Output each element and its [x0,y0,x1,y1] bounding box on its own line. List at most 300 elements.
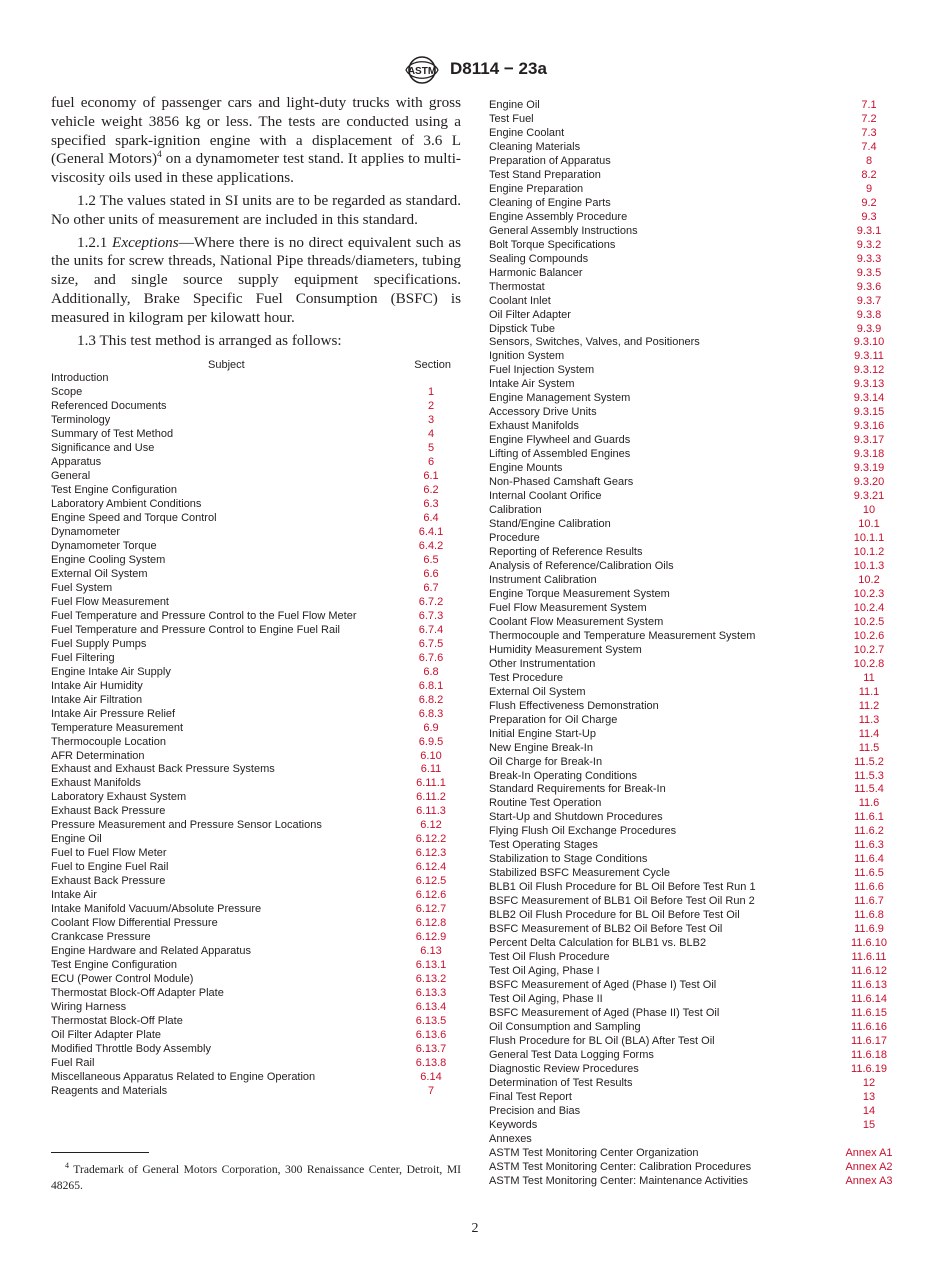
toc-entry-label: Intake Air Humidity [51,679,143,692]
toc-entry-label: Calibration [489,504,542,517]
astm-logo-icon [403,55,441,85]
footnote-text: Trademark of General Motors Corporation, 300 Renaissance Center, Detroit, MI 48265. [51,1163,461,1192]
toc-entry [489,504,899,518]
toc-section-link[interactable]: 11.6 [858,797,880,810]
toc-entry [489,1133,899,1147]
toc-entry [51,610,461,624]
toc-entry [51,470,461,484]
toc-entry [51,1057,461,1071]
toc-entry [489,1175,899,1189]
toc-section-link[interactable]: 11.6.18 [851,1048,887,1061]
toc-section-link[interactable]: 6.3 [423,498,439,511]
toc-entry [489,895,899,909]
toc-entry-label: Test Fuel [489,112,534,125]
toc-section-link[interactable]: 11.6.16 [851,1020,887,1033]
toc-section-link[interactable]: 6.9.5 [418,735,444,748]
toc-entry-label: Fuel Filtering [51,651,115,664]
toc-entry-label: Oil Filter Adapter Plate [51,1028,162,1041]
toc-section-link[interactable]: Annex A2 [845,1160,893,1173]
toc-entry-label: Other Instrumentation [489,657,596,670]
toc-subject-header: Subject [208,359,245,372]
toc-entry [489,1105,899,1119]
toc-section-link[interactable]: 6.4 [423,512,439,525]
toc-section-link[interactable]: 6.13.2 [415,973,447,986]
toc-section-link[interactable]: 6.12.2 [415,833,447,846]
toc-entry-label: Scope [51,386,83,399]
toc-section-link[interactable]: 9.3.3 [856,252,882,265]
toc-section-link[interactable]: 12 [862,1076,876,1089]
toc-section-link[interactable]: 6.7.2 [418,595,444,608]
toc-section-link[interactable]: 6.8.1 [418,679,444,692]
toc-entry [489,1161,899,1175]
toc-section-link[interactable]: 11.5.4 [854,783,884,796]
toc-section-link[interactable]: 9.3.2 [856,238,882,251]
toc-section-link[interactable]: 6.14 [420,1070,442,1083]
toc-entry-label: Bolt Torque Specifications [489,238,616,251]
toc-entry-label: Wiring Harness [51,1000,127,1013]
toc-entry [51,680,461,694]
toc-section-link[interactable]: 9.3.17 [853,434,885,447]
toc-section-link[interactable]: 11.6.4 [854,853,884,866]
toc-entry-label: Non-Phased Camshaft Gears [489,476,634,489]
toc-entry [51,1043,461,1057]
toc-entry-label: Stand/Engine Calibration [489,518,611,531]
toc-entry [489,728,899,742]
toc-entry-label: General [51,470,91,483]
toc-section-link[interactable]: 9.3.19 [853,462,885,475]
toc-section-link[interactable]: 11.6.8 [854,909,884,922]
toc-entry-label: BSFC Measurement of BLB2 Oil Before Test Oil [489,923,723,936]
toc-entry [489,1077,899,1091]
toc-entry-label: Analysis of Reference/Calibration Oils [489,559,674,572]
toc-section-link[interactable]: 11.6.19 [851,1062,887,1075]
toc-section-link[interactable]: 6.10 [420,749,442,762]
toc-section-link[interactable]: 6.13.1 [415,959,447,972]
toc-entry-label: Fuel Rail [51,1056,95,1069]
toc-section-link[interactable]: Annex A3 [845,1174,893,1187]
toc-entry-label: Coolant Inlet [489,294,551,307]
toc-entry [51,624,461,638]
toc-entry [489,476,899,490]
toc-section-link[interactable]: 11.6.2 [854,825,884,838]
scope-paragraph-continuation: fuel economy of passenger cars and light-duty trucks with gross vehicle weight 3856 kg or less. The tests are conducted using a specified spark-ignition engine with a displacement of 3.6 L (General Motors)$^4$ on a dynamometer test stand. It applies to multi-viscosity oils used in these applications. [51,94,461,187]
toc-section-link[interactable]: 7.1 [861,99,877,111]
toc-section-link[interactable]: 10.1.2 [853,546,885,558]
toc-entry-label: Flush Effectiveness Demonstration [489,699,659,712]
toc-entry-label: Coolant Flow Differential Pressure [51,917,218,930]
toc-entry [489,881,899,895]
toc-section-link[interactable]: 10.1.3 [853,559,885,572]
toc-section-link[interactable]: 6.7.4 [418,623,444,636]
toc-entry [51,763,461,777]
toc-section-link[interactable]: 6.1 [423,470,439,483]
toc-entry [489,1147,899,1161]
toc-entry-label: Exhaust Back Pressure [51,875,166,888]
toc-section-link[interactable]: 10.1.1 [853,532,885,545]
toc-entry-label: Engine Hardware and Related Apparatus [51,945,251,958]
toc-section-link[interactable]: 11.6.12 [851,965,887,978]
toc-entry [489,909,899,923]
toc-entry-label: New Engine Break-In [489,741,593,754]
toc-entry-label: Preparation for Oil Charge [489,713,618,726]
toc-entry-label: Terminology [51,414,111,427]
toc-entry [51,1085,461,1099]
toc-entry-label: Final Test Report [489,1090,572,1103]
toc-entry-label: Engine Cooling System [51,553,166,566]
toc-entry-label: Engine Assembly Procedure [489,210,628,223]
toc-section-link[interactable]: 9.3 [861,210,877,223]
toc-section-link[interactable]: 6.13.5 [415,1014,447,1027]
toc-entry [489,406,899,420]
toc-entry-label: Diagnostic Review Procedures [489,1062,639,1075]
toc-section-link[interactable]: 7.2 [861,112,877,125]
toc-entry [489,756,899,770]
toc-entry [489,923,899,937]
toc-entry-label: External Oil System [489,685,586,698]
toc-entry [489,811,899,825]
toc-section-link[interactable]: 5 [427,442,435,455]
toc-entry-label: Ignition System [489,350,565,363]
toc-section-link[interactable]: 6.13.6 [415,1028,447,1041]
toc-entry [51,512,461,526]
toc-entry-label: Engine Flywheel and Guards [489,434,631,447]
toc-entry [51,722,461,736]
toc-section-link[interactable]: 6.2 [423,484,439,497]
toc-section-link[interactable]: 11.5.3 [854,769,884,782]
toc-section-link[interactable]: 1 [427,386,435,399]
toc-section-link[interactable]: 6.11.3 [416,805,446,818]
toc-entry [489,1035,899,1049]
toc-section-link[interactable]: 11.6.14 [851,993,887,1005]
toc-section-link[interactable]: 9.3.8 [856,308,882,321]
toc-entry [489,825,899,839]
toc-section-link[interactable]: 6.9 [423,721,439,734]
toc-entry-label: Oil Consumption and Sampling [489,1020,641,1033]
toc-section-link[interactable]: 7.3 [861,126,877,139]
toc-section-link[interactable]: 9 [865,182,873,195]
toc-entry-label: Dynamometer [51,526,121,539]
toc-entry [489,281,899,295]
toc-section-link[interactable]: 11.6.13 [851,979,887,992]
toc-entry-label: Exhaust and Exhaust Back Pressure Systems [51,763,275,776]
toc-entry-label: Stabilization to Stage Conditions [489,853,648,866]
toc-entry [489,239,899,253]
toc-entry [51,889,461,903]
toc-entry [489,448,899,462]
toc-section-link[interactable]: 6.13.7 [415,1042,447,1055]
toc-section-link[interactable]: 9.3.12 [853,364,885,377]
toc-section-link[interactable]: 6.11.1 [416,777,446,790]
toc-section-link[interactable]: 10.2.8 [853,657,885,670]
toc-section-link[interactable]: 6.6 [423,567,439,580]
toc-section-link[interactable]: 11.6.3 [854,839,884,852]
toc-entry-label: Internal Coolant Orifice [489,490,602,503]
toc-entry [489,937,899,951]
toc-entry [51,1071,461,1085]
toc-entry [489,853,899,867]
toc-entry-label: Apparatus [51,456,102,469]
toc-section-link[interactable]: 6.4.2 [418,539,444,552]
toc-entry-label: Thermocouple and Temperature Measurement System [489,629,756,642]
toc-entry-label: Engine Coolant [489,126,565,139]
paragraph-1-2: 1.2 The values stated in SI units are to be regarded as standard. No other units of measurement are included in this standard. [51,191,461,228]
toc-section-link[interactable]: 6.7.3 [418,609,444,622]
toc-entry-label: Intake Air System [489,378,575,391]
toc-entry-label: Fuel Temperature and Pressure Control to the Fuel Flow Meter [51,609,357,622]
toc-entry-label: Thermostat Block-Off Plate [51,1014,183,1027]
toc-entry [489,616,899,630]
toc-section-link[interactable]: 6.12.7 [415,903,447,916]
toc-section-link[interactable]: 6.5 [423,553,439,566]
toc-section-link[interactable]: 11.6.1 [854,811,884,824]
toc-section-link[interactable]: 6.12.5 [415,875,447,888]
toc-entry-label: Engine Oil [489,99,540,111]
toc-entry-label: Dynamometer Torque [51,539,157,552]
toc-entry [51,805,461,819]
toc-entry-label: Miscellaneous Apparatus Related to Engine Operation [51,1070,316,1083]
toc-entry-label: ASTM Test Monitoring Center: Maintenance Activities [489,1174,749,1187]
toc-section-link[interactable]: 6.12.4 [415,861,447,874]
toc-entry [51,596,461,610]
toc-entry [489,993,899,1007]
toc-entry [51,917,461,931]
toc-section-link[interactable]: 9.3.11 [854,350,884,363]
toc-section-link[interactable]: 11.6.15 [851,1006,887,1019]
toc-entry-label: Test Engine Configuration [51,484,177,497]
toc-entry-label: Fuel Flow Measurement [51,595,169,608]
toc-entry [489,770,899,784]
toc-entry-label: Laboratory Exhaust System [51,791,187,804]
toc-section-link[interactable]: 11.1 [858,685,880,698]
toc-entry-label: Cleaning Materials [489,140,581,153]
toc-entry [489,127,899,141]
toc-section-link[interactable]: 6 [427,456,435,469]
toc-entry [489,1091,899,1105]
toc-entry [51,666,461,680]
toc-section-link[interactable]: 6.7.6 [418,651,444,664]
toc-entry-label: Annexes [489,1132,532,1145]
toc-entry [489,1119,899,1133]
toc-section-link[interactable]: 10.1 [858,518,880,531]
toc-entry [489,658,899,672]
toc-entry-label: Exhaust Manifolds [489,420,579,433]
toc-section-link[interactable]: 8.2 [861,168,877,181]
toc-section-link[interactable]: 11.2 [858,699,880,712]
toc-entry-label: Fuel to Fuel Flow Meter [51,847,167,860]
toc-section-link[interactable]: 9.3.14 [853,392,885,405]
toc-section-link[interactable]: 6.12.9 [415,931,447,944]
toc-entry-label: External Oil System [51,567,148,580]
toc-entry-label: Break-In Operating Conditions [489,769,637,782]
toc-entry-label: Precision and Bias [489,1104,581,1117]
toc-entry-label: Flying Flush Oil Exchange Procedures [489,825,677,838]
toc-section-link[interactable]: 11.6.9 [854,923,884,936]
toc-entry-label: Accessory Drive Units [489,406,597,419]
toc-section-link[interactable]: 10.2.5 [853,615,885,628]
toc-section-link[interactable]: 10.2.3 [853,587,885,600]
toc-entry [489,574,899,588]
toc-section-link[interactable]: 10.2.4 [853,601,885,614]
toc-entry-label: Laboratory Ambient Conditions [51,498,202,511]
toc-section-link[interactable]: 11.6.10 [851,937,887,950]
toc-section-link[interactable]: 6.11.2 [416,791,446,804]
toc-entry-label: Engine Preparation [489,182,584,195]
toc-entry-label: Determination of Test Results [489,1076,633,1089]
toc-entry [489,183,899,197]
toc-section-link[interactable]: 10.2.7 [853,643,885,656]
paragraph-1-2-1: 1.2.1 Exceptions—Where there is no direct equivalent such as the units for screw threads, National Pipe threads/diameters, tubing size, and single source supply equipment specifications. Additionally, Brake Specific Fuel Consumption (BSFC) is measured in kilogram per kilowatt hour. [51,233,461,326]
toc-section-link[interactable]: 6.7 [423,581,439,594]
toc-entry-label: Standard Requirements for Break-In [489,783,666,796]
toc-section-link[interactable]: 9.3.6 [856,280,882,293]
toc-entry-label: Exhaust Back Pressure [51,805,166,818]
toc-entry [489,378,899,392]
toc-entry [51,498,461,512]
toc-entry-label: Thermocouple Location [51,735,166,748]
toc-section-link[interactable]: 9.2 [861,196,877,209]
toc-entry [51,554,461,568]
toc-section-link[interactable]: 9.3.1 [856,224,882,237]
toc-section-link[interactable]: 11.6.11 [851,951,887,964]
toc-section-link[interactable]: 11.6.17 [851,1034,887,1047]
toc-section-link[interactable]: 9.3.5 [856,266,882,279]
toc-entry-label: Engine Intake Air Supply [51,665,171,678]
toc-section-link[interactable]: 11.5 [858,741,880,754]
astm-logo-text: ASTM [407,66,437,77]
toc-section-link[interactable]: 10.2 [858,573,880,586]
toc-entry [489,783,899,797]
toc-section-link[interactable]: 6.8 [423,665,439,678]
toc-entry-label: Test Engine Configuration [51,959,177,972]
toc-section-link[interactable]: 10.2.6 [853,629,885,642]
toc-entry [489,99,899,113]
toc-entry [489,113,899,127]
toc-entry [51,833,461,847]
toc-entry [489,197,899,211]
toc-section-link[interactable]: 13 [862,1090,876,1103]
toc-entry-label: Referenced Documents [51,400,167,413]
toc-section-link[interactable]: 2 [427,400,435,413]
toc-section-link[interactable]: 9.3.7 [856,294,882,307]
toc-entry-label: Temperature Measurement [51,721,184,734]
toc-section-link[interactable]: 14 [862,1104,876,1117]
toc-entry-label: General Assembly Instructions [489,224,638,237]
toc-entry [489,742,899,756]
toc-section-link[interactable]: 9.3.18 [853,448,885,461]
toc-entry-label: Sealing Compounds [489,252,589,265]
toc-section-link[interactable]: 9.3.16 [853,420,885,433]
toc-entry [51,456,461,470]
toc-section-link[interactable]: Annex A1 [845,1146,893,1159]
toc-entry [51,736,461,750]
toc-section-link[interactable]: 9.3.15 [853,406,885,419]
toc-section-link[interactable]: 6.12.8 [415,917,447,930]
footnote-reference[interactable]: 4 [157,150,162,161]
toc-entry [489,1007,899,1021]
toc-section-link[interactable]: 3 [427,414,435,427]
toc-entry [51,1029,461,1043]
toc-entry-label: Exhaust Manifolds [51,777,141,790]
toc-entry [489,295,899,309]
toc-section-link[interactable]: 9.3.10 [853,336,885,349]
right-column [489,99,899,1189]
toc-entry [51,694,461,708]
toc-section-link[interactable]: 6.11 [420,763,442,776]
toc-section-link[interactable]: 10 [862,504,876,517]
toc-section-link[interactable]: 7.4 [861,140,877,153]
toc-section-link[interactable]: 7 [427,1084,435,1097]
toc-section-link[interactable]: 6.13.8 [415,1056,447,1069]
toc-entry [51,973,461,987]
left-column [51,94,461,1099]
toc-section-link[interactable]: 6.13.4 [415,1000,447,1013]
toc-entry-label: Instrument Calibration [489,573,597,586]
toc-section-link[interactable]: 9.3.13 [853,378,885,391]
toc-entry [489,518,899,532]
toc-section-link[interactable]: 9.3.21 [853,490,885,503]
toc-entry-label: Intake Manifold Vacuum/Absolute Pressure [51,903,262,916]
toc-section-link[interactable]: 6.13.3 [415,986,447,999]
toc-entry-label: Fuel Temperature and Pressure Control to Engine Fuel Rail [51,623,341,636]
toc-section-link[interactable]: 4 [427,428,435,441]
toc-entry-label: Test Oil Aging, Phase I [489,965,600,978]
toc-entry-label: Test Stand Preparation [489,168,601,181]
toc-section-link[interactable]: 11 [863,671,875,684]
toc-entry-label: Oil Charge for Break-In [489,755,603,768]
toc-section-link[interactable]: 6.7.5 [418,637,444,650]
toc-section-link[interactable]: 9.3.9 [856,322,882,335]
toc-entry [51,638,461,652]
toc-section-link[interactable]: 11.6.7 [854,895,884,908]
toc-entry [489,253,899,267]
page-header [0,55,950,87]
toc-entry [489,588,899,602]
toc-entry-label: BLB1 Oil Flush Procedure for BL Oil Before Test Run 1 [489,881,756,894]
toc-section-link[interactable]: 6.8.2 [418,693,444,706]
toc-entry [489,350,899,364]
toc-entry-label: Initial Engine Start-Up [489,727,596,740]
toc-entry-label: BSFC Measurement of Aged (Phase I) Test Oil [489,979,717,992]
toc-entry [51,708,461,722]
toc-entry-label: Modified Throttle Body Assembly [51,1042,211,1055]
toc-entry [51,414,461,428]
toc-section-link[interactable]: 9.3.20 [853,476,885,489]
footnote [51,1162,461,1194]
toc-section-link[interactable]: 15 [862,1118,876,1131]
toc-section-link[interactable]: 6.13 [420,945,442,958]
toc-section-link[interactable]: 11.3 [858,713,880,726]
toc-section-link[interactable]: 8 [865,154,873,167]
toc-section-link[interactable]: 11.5.2 [854,755,884,768]
toc-section-link[interactable]: 11.4 [858,727,880,740]
toc-entry [51,819,461,833]
toc-entry-label: Crankcase Pressure [51,931,151,944]
toc-section-link[interactable]: 11.6.5 [854,867,884,880]
toc-entry-label: Test Operating Stages [489,839,598,852]
toc-entry-label: Introduction [51,372,109,385]
toc-header-row [51,358,461,372]
toc-entry [489,867,899,881]
toc-entry [51,945,461,959]
toc-section-link[interactable]: 6.12 [420,819,442,832]
toc-section-link[interactable]: 11.6.6 [854,881,884,894]
toc-entry [489,155,899,169]
toc-section-link[interactable]: 6.4.1 [418,526,444,539]
toc-section-link[interactable]: 6.12.3 [415,847,447,860]
toc-entry [51,847,461,861]
toc-section-link[interactable]: 6.12.6 [415,889,447,902]
toc-section-link[interactable]: 6.8.3 [418,707,444,720]
